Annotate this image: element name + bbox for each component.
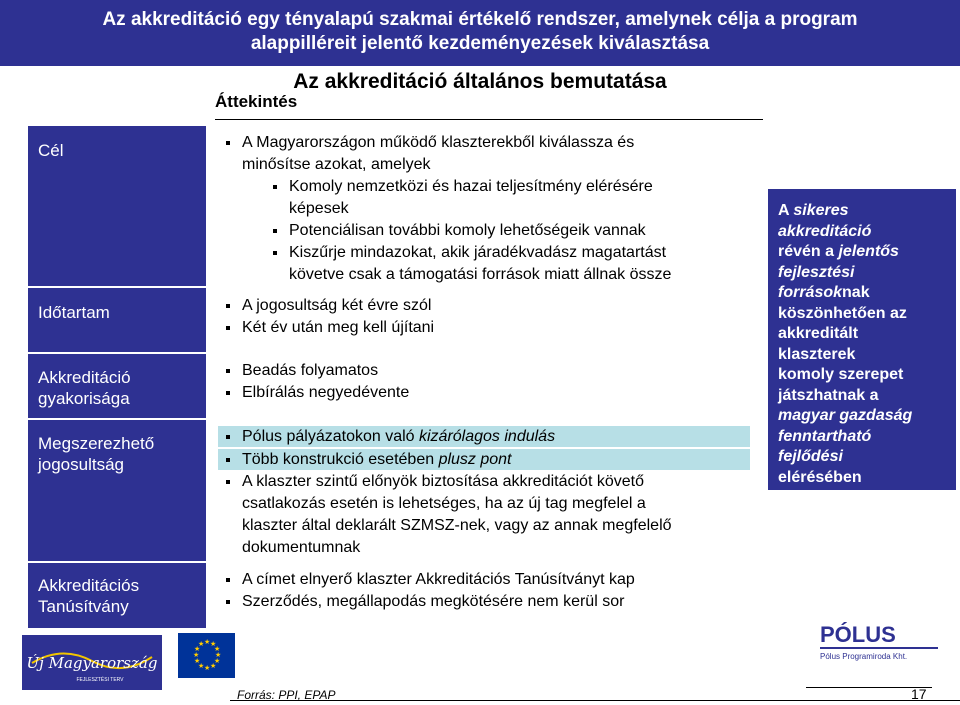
polus-logo-text: PÓLUS [820,622,896,647]
page-number: 17 [911,686,927,702]
bullet-square-icon [226,480,230,484]
footer-divider [230,700,960,701]
eu-stars-icon [178,633,235,678]
bullet-square-icon [226,304,230,308]
bullet-cel-main: A Magyarországon működő klaszterekből kiválassza és [242,133,634,153]
svg-text:★: ★ [198,640,205,648]
bullet-square-icon [226,458,230,462]
sidebar-item-idotartam: Időtartam [38,303,110,322]
header-title-line2: alappilléreit jelentő kezdeményezések kiválasztása [250,33,710,54]
svg-text:★: ★ [204,664,211,672]
bullet-square-icon [226,578,230,582]
bullet-square-icon [273,229,277,233]
svg-text:★: ★ [215,651,222,659]
bullet-gyakorisag-1: Beadás folyamatos [242,361,378,381]
bullet-cel-sub1-cont: képesek [289,200,349,217]
bullet-square-icon [226,391,230,395]
uj-magyarorszag-logo-text: Új Magyarország [26,654,158,672]
eu-flag-icon [178,633,235,678]
svg-text:★: ★ [214,645,221,653]
header-title-line1: Az akkreditáció egy tényalapú szakmai értékelő rendszer, amelynek célja a program [102,9,858,30]
bullet-jogosultsag-3: A klaszter szintű előnyök biztosítása akkreditációt követő [242,472,644,492]
key-message-callout: A sikeres akkreditáció révén a jelentős fejlesztési forrásoknak köszönhetően az akkreditált klaszterek komoly szerepet játszhatnak a magyar gazdaság fenntartható fejlődési elérésében [768,189,956,490]
svg-text:★: ★ [210,640,217,648]
overview-label: Áttekintés [215,92,298,111]
bullet-square-icon [226,369,230,373]
bullet-tanusitvany-1: A címet elnyerő klaszter Akkreditációs Tanúsítványt kap [242,570,635,590]
bullet-square-icon [226,600,230,604]
bullet-cel-main-cont: minősítse azokat, amelyek [242,156,431,173]
sidebar-item-akkreditacio-gyakorisaga: Akkreditáció gyakorisága [38,368,131,408]
bullet-square-icon [226,435,230,439]
svg-text:★: ★ [198,662,205,670]
svg-text:★: ★ [194,657,201,665]
svg-text:★: ★ [204,638,211,646]
bullet-jogosultsag-3-cont: dokumentumnak [242,539,361,556]
polus-logo [818,620,938,664]
sidebar-item-megszerezheto-jogosultsag: Megszerezhető jogosultság [38,434,155,474]
bullet-tanusitvany-2: Szerződés, megállapodás megkötésére nem kerül sor [242,592,624,612]
bullet-cel-sub1: Komoly nemzetközi és hazai teljesítmény elérésére [289,177,653,197]
bullet-cel-sub3: Kiszűrje mindazokat, akik járadékvadász magatartást [289,243,666,263]
bullet-cel-sub3-cont: követve csak a támogatási források miatt állnak össze [289,266,672,283]
bullet-square-icon [226,141,230,145]
uj-magyarorszag-logo-subtext: FEJLESZTÉSI TERV [76,677,124,683]
sidebar-item-cel: Cél [38,141,64,160]
polus-logo-subtext: Pólus Programiroda Kht. [820,652,908,661]
bullet-square-icon [226,326,230,330]
bullet-cel-sub2: Potenciálisan további komoly lehetőségeik vannak [289,221,646,241]
svg-text:★: ★ [193,651,200,659]
svg-text:★: ★ [194,645,201,653]
uj-magyarorszag-logo [22,635,162,690]
bullet-square-icon [273,185,277,189]
bullet-idotartam-2: Két év után meg kell újítani [242,318,434,338]
bullet-jogosultsag-2: Több konstrukció esetében plusz pont [242,450,512,470]
bullet-idotartam-1: A jogosultság két évre szól [242,296,431,316]
source-note: Forrás: PPI, EPAP [237,688,336,702]
sidebar-item-akkreditacios-tanusitvany: Akkreditációs Tanúsítvány [38,576,140,616]
bullet-jogosultsag-3-cont: csatlakozás esetén is lehetséges, ha az új tag megfelel a [242,495,646,512]
svg-text:★: ★ [214,657,221,665]
slide-subtitle: Az akkreditáció általános bemutatása [293,70,667,93]
bullet-jogosultsag-1: Pólus pályázatokon való kizárólagos indulás [242,427,555,447]
bullet-jogosultsag-3-cont: klaszter által deklarált SZMSZ-nek, vagy az annak megfelelő [242,517,672,534]
bullet-square-icon [273,251,277,255]
bullet-gyakorisag-2: Elbírálás negyedévente [242,383,409,403]
svg-text:★: ★ [210,662,217,670]
